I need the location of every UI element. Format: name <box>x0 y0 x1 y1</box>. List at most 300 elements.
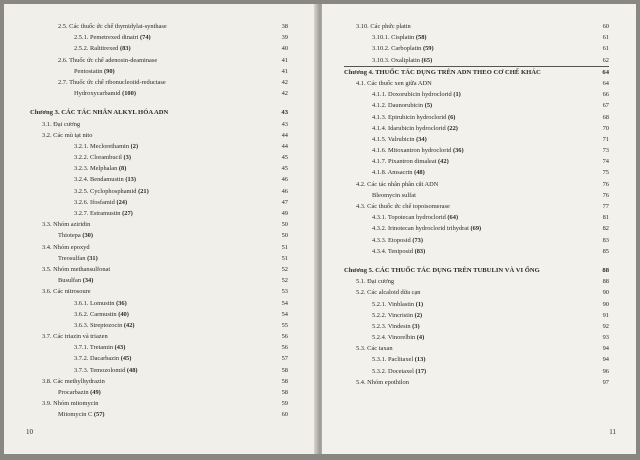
toc-entry <box>30 77 288 88</box>
toc-entry-ref: (58) <box>415 34 427 42</box>
toc-entry-page: 49 <box>281 210 288 217</box>
toc-entry-ref: (17) <box>415 367 427 375</box>
toc-entry-title <box>58 77 166 88</box>
toc-entry <box>344 21 609 32</box>
toc-entry-text: Mitomycin C <box>58 411 93 419</box>
toc-entry-title <box>372 112 455 123</box>
toc-entry <box>30 253 288 264</box>
toc-chapter-heading <box>344 265 609 276</box>
toc-entry-page: 44 <box>281 131 288 139</box>
toc-entry-title <box>42 398 98 409</box>
toc-entry-text: 4.1.1. Doxorubicin hydroclorid <box>372 91 452 99</box>
toc-entry-page: 97 <box>602 378 609 386</box>
toc-entry-ref: (2) <box>130 142 139 150</box>
toc-entry <box>30 320 288 331</box>
toc-entry-text: Busulfan <box>58 277 82 285</box>
toc-entry <box>344 167 609 178</box>
toc-entry-page: 74 <box>602 158 609 166</box>
toc-entry-page: 52 <box>281 265 288 273</box>
toc-entry-text: Chương 5. CÁC THUỐC TÁC DỤNG TRÊN TUBULIN VÀ VI ỐNG <box>344 266 540 274</box>
toc-entry-text: 3.2.5. Cyclophosphamid <box>74 187 137 195</box>
toc-entry <box>30 409 288 420</box>
toc-entry-ref: (57) <box>93 411 105 419</box>
toc-entry-title <box>372 190 416 201</box>
toc-entry-title <box>372 212 458 223</box>
table-of-contents-right <box>344 21 609 388</box>
toc-entry-title <box>372 167 425 178</box>
right-page <box>322 4 636 454</box>
toc-entry-page: 56 <box>281 333 288 341</box>
toc-entry-title <box>356 377 409 388</box>
toc-entry-page: 60 <box>281 411 288 419</box>
toc-entry-text: 3.3. Nhóm aziridin <box>42 221 91 229</box>
toc-entry-page: 57 <box>281 355 288 363</box>
toc-entry <box>30 275 288 286</box>
toc-entry-text: 4.3.2. Irinotecan hydroclorid trihydrat <box>372 225 469 233</box>
toc-entry <box>30 309 288 320</box>
toc-entry-text: 4.1.6. Mitoxantron hydroclorid <box>372 147 452 155</box>
toc-entry-text: 3.5. Nhóm methansulfonat <box>42 265 111 273</box>
toc-entry-page: 64 <box>602 79 609 87</box>
toc-entry-page: 62 <box>602 56 609 64</box>
toc-entry <box>30 208 288 219</box>
toc-entry <box>30 55 288 66</box>
toc-entry-page: 52 <box>281 277 288 285</box>
toc-entry <box>344 332 609 343</box>
toc-entry-page: 88 <box>602 266 609 274</box>
toc-entry <box>30 66 288 77</box>
toc-entry <box>30 130 288 141</box>
toc-entry-text: 2.5.2. Raltitrexed <box>74 45 119 53</box>
toc-entry <box>30 298 288 309</box>
toc-entry-text: 4.1.3. Epirubicin hydroclorid <box>372 113 447 121</box>
toc-entry-ref: (64) <box>447 214 459 222</box>
toc-entry <box>344 287 609 298</box>
toc-entry-text: 5.2.3. Vindesin <box>372 322 411 330</box>
toc-entry-page: 42 <box>281 78 288 86</box>
toc-entry-title <box>372 89 461 100</box>
toc-entry-title <box>356 201 450 212</box>
toc-entry-text: 3.6.2. Carmustin <box>74 310 117 318</box>
toc-entry <box>30 152 288 163</box>
toc-entry-text: 3.2.6. Ifosfamid <box>74 198 115 206</box>
toc-entry-text: 5.2.2. Vincristin <box>372 311 414 319</box>
toc-entry-page: 47 <box>281 198 288 206</box>
toc-entry-ref: (42) <box>438 158 449 166</box>
toc-entry-ref: (34) <box>82 277 94 285</box>
toc-entry-title <box>74 320 135 331</box>
toc-entry-title <box>344 265 540 276</box>
toc-entry-text: 5.4. Nhóm epothilon <box>356 378 409 386</box>
toc-entry-page: 53 <box>281 288 288 296</box>
toc-entry <box>344 100 609 111</box>
toc-entry-ref: (5) <box>424 102 433 110</box>
toc-entry-ref: (8) <box>118 165 127 173</box>
toc-entry-title <box>74 32 151 43</box>
toc-entry-title <box>58 387 101 398</box>
toc-entry <box>30 342 288 353</box>
toc-entry <box>344 377 609 388</box>
toc-entry <box>344 112 609 123</box>
toc-entry-ref: (6) <box>447 113 456 121</box>
toc-entry <box>30 230 288 241</box>
toc-entry <box>344 343 609 354</box>
toc-entry-title <box>372 235 423 246</box>
toc-entry-ref: (21) <box>138 187 149 195</box>
toc-entry-page: 81 <box>602 214 609 222</box>
toc-entry-title <box>74 88 136 99</box>
toc-entry-page: 76 <box>602 180 609 188</box>
toc-entry-page: 93 <box>602 334 609 342</box>
toc-entry-title <box>74 141 138 152</box>
page-number-right: 11 <box>609 428 616 436</box>
toc-spacer <box>30 99 288 107</box>
toc-entry-text: Hydroxycarbamid <box>74 90 121 98</box>
toc-entry-title <box>372 223 481 234</box>
toc-entry-title <box>58 21 167 32</box>
toc-entry-page: 73 <box>602 147 609 155</box>
toc-entry-title <box>74 197 127 208</box>
toc-entry-page: 54 <box>281 299 288 307</box>
toc-entry-text: 4.3.4. Teniposid <box>372 247 413 255</box>
toc-entry <box>344 366 609 377</box>
toc-entry-text: Treosulfan <box>58 254 86 262</box>
toc-entry-text: 3.2.2. Clorambucil <box>74 154 122 162</box>
page-number-left: 10 <box>26 428 33 436</box>
toc-entry-title <box>372 43 434 54</box>
toc-entry-ref: (42) <box>123 321 135 329</box>
toc-entry-ref: (48) <box>126 366 138 374</box>
toc-entry-text: 4.1. Các thuốc xen giữa ADN <box>356 79 432 87</box>
toc-entry-page: 94 <box>602 345 609 353</box>
toc-entry <box>344 134 609 145</box>
toc-entry-text: 3.7. Các triazin và triazen <box>42 333 108 341</box>
toc-entry-ref: (27) <box>122 210 133 217</box>
toc-entry-title <box>74 43 131 54</box>
toc-entry-page: 45 <box>281 165 288 173</box>
toc-entry-ref: (43) <box>114 344 126 352</box>
toc-entry-title <box>356 179 438 190</box>
toc-entry-page: 75 <box>602 169 609 177</box>
toc-entry-ref: (49) <box>90 389 101 396</box>
toc-entry-title <box>30 107 168 118</box>
toc-entry-page: 71 <box>602 135 609 143</box>
toc-entry <box>30 163 288 174</box>
toc-entry-page: 41 <box>281 67 288 75</box>
toc-entry-title <box>58 253 98 264</box>
toc-entry <box>344 78 609 89</box>
toc-entry-title <box>356 343 393 354</box>
toc-entry-text: 3.2. Các mù tạt nito <box>42 131 93 139</box>
toc-entry-title <box>58 55 157 66</box>
toc-entry-page: 68 <box>602 113 609 121</box>
toc-entry <box>30 286 288 297</box>
toc-entry-title <box>42 331 108 342</box>
toc-entry-title <box>372 32 427 43</box>
toc-entry-page: 58 <box>281 366 288 374</box>
toc-entry-ref: (3) <box>412 322 420 330</box>
toc-entry-title <box>58 409 105 420</box>
toc-entry-text: 3.1. Đại cương <box>42 120 81 128</box>
table-of-contents-left <box>30 21 288 421</box>
toc-entry-text: 3.2.1. Meclorethamin <box>74 142 130 150</box>
toc-entry-ref: (73) <box>412 236 423 244</box>
toc-entry-title <box>58 275 93 286</box>
toc-entry-text: 3.2.3. Melphalan <box>74 165 118 173</box>
toc-entry <box>344 321 609 332</box>
toc-entry <box>30 88 288 99</box>
toc-entry-text: 5.3. Các taxan <box>356 345 393 353</box>
toc-entry-ref: (48) <box>414 169 425 177</box>
toc-entry-ref: (36) <box>452 147 464 155</box>
toc-entry-title <box>372 156 449 167</box>
toc-entry-text: 3.7.2. Dacarbazin <box>74 355 120 363</box>
toc-entry-page: 61 <box>602 34 609 42</box>
toc-entry-page: 41 <box>281 56 288 64</box>
toc-entry <box>30 242 288 253</box>
toc-entry-page: 50 <box>281 232 288 240</box>
toc-entry <box>344 235 609 246</box>
toc-entry-text: 3.6.3. Streptozocin <box>74 321 123 329</box>
toc-entry-page: 91 <box>602 311 609 319</box>
toc-entry-page: 82 <box>602 225 609 233</box>
toc-entry-page: 44 <box>281 142 288 150</box>
toc-entry-ref: (83) <box>119 45 131 53</box>
toc-entry-title <box>42 376 105 387</box>
toc-entry-text: 3.2.4. Bendamustin <box>74 176 124 184</box>
toc-entry-title <box>58 230 93 241</box>
toc-entry-title <box>74 174 136 185</box>
toc-entry-page: 51 <box>281 243 288 251</box>
toc-entry-title <box>372 366 426 377</box>
toc-entry-text: 3.2.7. Estramustin <box>74 210 121 217</box>
left-page <box>4 4 318 454</box>
toc-entry-text: 4.2. Các tác nhân phân cắt ADN <box>356 180 439 188</box>
toc-entry-text: 5.1. Đại cương <box>356 278 395 286</box>
toc-entry <box>30 141 288 152</box>
toc-entry-title <box>372 321 420 332</box>
toc-entry-page: 45 <box>281 154 288 162</box>
toc-entry-page: 51 <box>281 254 288 262</box>
toc-entry-text: 3.10.3. Oxaliplatin <box>372 56 420 64</box>
toc-entry-title <box>356 78 432 89</box>
toc-entry-title <box>372 134 427 145</box>
toc-entry-title <box>42 242 90 253</box>
toc-entry <box>344 179 609 190</box>
toc-entry-ref: (13) <box>414 356 426 364</box>
toc-entry-page: 77 <box>602 203 609 210</box>
toc-entry-title <box>74 309 129 320</box>
toc-entry <box>30 376 288 387</box>
toc-entry-ref: (59) <box>422 45 434 53</box>
toc-entry-title <box>372 123 458 134</box>
toc-entry-title <box>74 208 133 219</box>
toc-entry-ref: (36) <box>116 299 127 307</box>
toc-entry-title <box>344 67 541 78</box>
toc-entry <box>344 276 609 287</box>
toc-entry-title <box>42 219 90 230</box>
toc-entry <box>344 201 609 212</box>
toc-entry-text: 4.1.4. Idarubicin hydroclorid <box>372 124 446 132</box>
toc-entry <box>344 190 609 201</box>
toc-entry <box>30 398 288 409</box>
toc-entry-page: 64 <box>602 68 609 76</box>
toc-entry-text: 3.10.2. Carboplatin <box>372 45 422 53</box>
toc-entry-page: 90 <box>602 289 609 297</box>
toc-entry <box>344 299 609 310</box>
toc-entry-title <box>356 21 411 32</box>
toc-entry-text: 4.1.5. Valrubicin <box>372 135 415 143</box>
toc-entry-title <box>42 130 92 141</box>
toc-entry <box>344 89 609 100</box>
toc-entry <box>344 145 609 156</box>
toc-entry-title <box>372 100 432 111</box>
toc-entry-page: 96 <box>602 367 609 375</box>
toc-entry-title <box>372 246 425 257</box>
toc-entry-page: 58 <box>281 377 288 385</box>
toc-entry-page: 39 <box>281 34 288 42</box>
toc-entry <box>344 212 609 223</box>
toc-entry-page: 92 <box>602 322 609 330</box>
toc-entry-ref: (3) <box>123 154 131 162</box>
toc-entry-text: 4.1.2. Daunorubicin <box>372 102 424 110</box>
toc-entry-ref: (22) <box>447 124 458 132</box>
toc-entry-page: 46 <box>281 187 288 195</box>
toc-entry-text: Pentostatin <box>74 67 103 75</box>
toc-entry-title <box>74 66 115 77</box>
toc-entry-page: 55 <box>281 321 288 329</box>
toc-entry-text: 4.3.3. Etoposid <box>372 236 411 244</box>
toc-entry-text: 5.3.2. Docetaxel <box>372 367 414 375</box>
toc-entry-page: 88 <box>602 278 609 286</box>
toc-entry-text: 3.10.1. Cisplatin <box>372 34 415 42</box>
toc-entry <box>344 43 609 54</box>
toc-entry-text: 3.7.3. Temozolomid <box>74 366 126 374</box>
toc-entry-page: 59 <box>281 400 288 408</box>
toc-chapter-heading <box>344 67 609 78</box>
toc-entry-title <box>74 186 149 197</box>
toc-entry-page: 46 <box>281 176 288 184</box>
toc-entry <box>344 354 609 365</box>
toc-entry-text: Chương 4. THUỐC TÁC DỤNG TRÊN ADN THEO CƠ CHẾ KHÁC <box>344 68 541 76</box>
toc-entry <box>30 219 288 230</box>
toc-entry-ref: (40) <box>118 310 129 318</box>
toc-entry-title <box>42 286 91 297</box>
toc-entry-text: 4.1.7. Pixantron dimaleat <box>372 158 437 166</box>
toc-entry <box>344 223 609 234</box>
toc-entry-text: Thiotepa <box>58 232 81 240</box>
toc-entry <box>30 32 288 43</box>
toc-entry <box>30 264 288 275</box>
toc-entry-page: 50 <box>281 221 288 229</box>
toc-entry-ref: (69) <box>470 225 482 233</box>
toc-entry-title <box>372 55 432 66</box>
toc-entry <box>30 21 288 32</box>
toc-chapter-heading <box>30 107 288 118</box>
toc-entry-text: 2.6. Thuốc ức chế adenosin-deaminase <box>58 56 158 64</box>
toc-entry-text: Procarbazin <box>58 389 89 396</box>
toc-entry-page: 90 <box>602 300 609 308</box>
toc-entry <box>344 246 609 257</box>
toc-entry-title <box>42 264 110 275</box>
toc-entry-title <box>372 332 424 343</box>
toc-entry <box>344 310 609 321</box>
toc-entry-title <box>356 276 394 287</box>
toc-entry-text: 4.1.8. Amsacrin <box>372 169 413 177</box>
toc-entry <box>30 197 288 208</box>
toc-entry-title <box>74 298 127 309</box>
toc-entry-page: 67 <box>602 102 609 110</box>
toc-entry-text: 3.4. Nhóm epoxyd <box>42 243 90 251</box>
toc-entry-title <box>372 354 425 365</box>
toc-entry-page: 85 <box>602 247 609 255</box>
toc-entry-page: 60 <box>602 23 609 30</box>
toc-entry-page: 61 <box>602 45 609 53</box>
toc-entry-ref: (1) <box>453 91 461 99</box>
toc-entry-text: 5.2.4. Vinorelbin <box>372 334 416 342</box>
toc-entry-ref: (1) <box>415 300 424 308</box>
toc-entry-text: 3.9. Nhóm mitomycin <box>42 400 99 408</box>
toc-entry-text: 3.10. Các phức platin <box>356 23 411 30</box>
toc-entry-text: 2.7. Thuốc ức chế ribonucleotid-reductase <box>58 78 166 86</box>
toc-entry-ref: (13) <box>125 176 136 184</box>
toc-entry-page: 83 <box>602 236 609 244</box>
toc-entry-text: Chương 3. CÁC TÁC NHÂN ALKYL HÓA ADN <box>30 109 169 117</box>
toc-entry-text: 5.3.1. Paclitaxel <box>372 356 414 364</box>
toc-entry-text: 4.3. Các thuốc ức chế topoisomerase <box>356 203 450 210</box>
toc-entry <box>30 119 288 130</box>
toc-entry <box>30 387 288 398</box>
toc-entry-ref: (24) <box>116 198 128 206</box>
toc-entry <box>30 353 288 364</box>
toc-entry-title <box>356 287 421 298</box>
toc-entry-text: 3.6.1. Lomustin <box>74 299 115 307</box>
toc-entry <box>30 186 288 197</box>
toc-entry <box>30 331 288 342</box>
toc-entry-ref: (31) <box>87 254 98 262</box>
toc-entry-title <box>372 145 464 156</box>
toc-entry-title <box>74 353 131 364</box>
toc-entry-text: 2.5.1. Pemetrexed dinatri <box>74 34 139 42</box>
toc-entry-ref: (90) <box>104 67 115 75</box>
toc-entry-page: 42 <box>281 90 288 98</box>
toc-entry <box>344 123 609 134</box>
toc-entry-page: 94 <box>602 356 609 364</box>
toc-entry <box>30 174 288 185</box>
toc-entry-page: 56 <box>281 344 288 352</box>
toc-entry-ref: (34) <box>416 135 427 143</box>
toc-entry <box>344 156 609 167</box>
toc-entry-ref: (4) <box>416 334 425 342</box>
toc-entry-text: 5.2.1. Vinblastin <box>372 300 415 308</box>
toc-entry-page: 58 <box>281 389 288 396</box>
toc-entry-page: 66 <box>602 91 609 99</box>
toc-entry-text: 3.6. Các nitrosoure <box>42 288 91 296</box>
toc-entry <box>344 32 609 43</box>
toc-entry <box>30 43 288 54</box>
toc-entry <box>30 365 288 376</box>
toc-entry-title <box>42 119 80 130</box>
toc-entry-ref: (74) <box>140 34 151 42</box>
toc-entry-text: 2.5. Các thuốc ức chế thymidylat-synthase <box>58 23 167 30</box>
toc-entry <box>344 55 609 66</box>
toc-entry-page: 54 <box>281 310 288 318</box>
toc-entry-title <box>74 365 138 376</box>
toc-entry-text: 3.7.1. Tretamin <box>74 344 114 352</box>
toc-entry-title <box>74 152 131 163</box>
toc-entry-title <box>74 163 126 174</box>
toc-spacer <box>344 257 609 265</box>
